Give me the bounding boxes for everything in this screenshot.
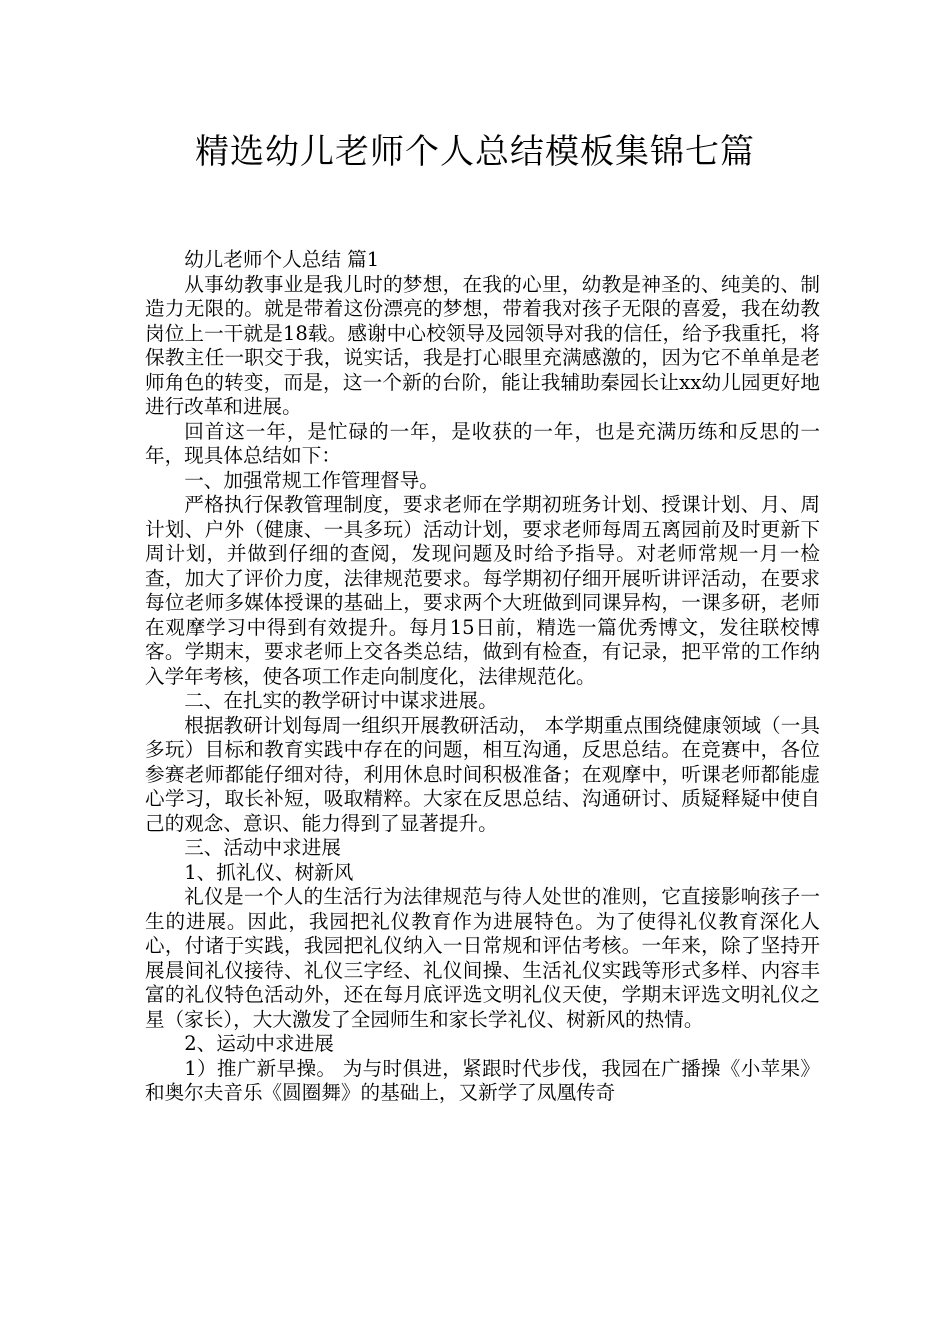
paragraph: 回首这一年，是忙碌的一年，是收获的一年，也是充满历练和反思的一年，现具体总结如下： [145, 419, 820, 467]
paragraph: 从事幼教事业是我儿时的梦想，在我的心里，幼教是神圣的、纯美的、制造力无限的。就是带着这份漂亮的梦想，带着我对孩子无限的喜爱，我在幼教岗位上一干就是18载。感谢中心校领导及园领导对我的信任，给予我重托，将保教主任一职交于我，说实话，我是打心眼里充满感激的，因为它不单单是老师角色的转变，而是，这一个新的台阶，能让我辅助秦园长让xx幼儿园更好地进行改革和进展。 [145, 272, 820, 418]
subheading: 三、活动中求进展 [184, 836, 341, 859]
paragraph: 1）推广新早操。 为与时俱进，紧跟时代步伐，我园在广播操《小苹果》和奥尔夫音乐《圆圈舞》的基础上，又新学了凤凰传奇 [145, 1056, 820, 1104]
paragraph: 礼仪是一个人的生活行为法律规范与待人处世的准则，它直接影响孩子一生的进展。因此，我园把礼仪教育作为进展特色。为了使得礼仪教育深化人心，付诸于实践，我园把礼仪纳入一日常规和评估考核。一年来，除了坚持开展晨间礼仪接待、礼仪三字经、礼仪间操、生活礼仪实践等形式多样、内容丰富的礼仪特色活动外，还在每月底评选文明礼仪天使，学期末评选文明礼仪之星（家长），大大激发了全园师生和家长学礼仪、树新风的热情。 [145, 885, 820, 1031]
paragraph: 根据教研计划每周一组织开展教研活动， 本学期重点围绕健康领域（一具多玩）目标和教育实践中存在的问题，相互沟通，反思总结。在竞赛中，各位参赛老师都能仔细对待，利用休息时间积极准备；在观摩中，听课老师都能虚心学习，取长补短，吸取精粹。大家在反思总结、沟通研讨、质疑释疑中使自己的观念、意识、能力得到了显著提升。 [145, 713, 820, 835]
document-body [145, 248, 820, 1106]
subheading: 一、加强常规工作管理督导。 [184, 468, 439, 492]
section-heading: 幼儿老师个人总结 篇1 [184, 248, 380, 271]
subheading: 2、运动中求进展 [184, 1032, 334, 1055]
subheading: 二、在扎实的教学研讨中谋求进展。 [184, 689, 498, 712]
paragraph: 严格执行保教管理制度，要求老师在学期初班务计划、授课计划、月、周计划、户外（健康、一具多玩）活动计划，要求老师每周五离园前及时更新下周计划，并做到仔细的查阅，发现问题及时给予指导。对老师常规一月一检查，加大了评价力度，法律规范要求。每学期初仔细开展听讲评活动，在要求每位老师多媒体授课的基础上，要求两个大班做到同课异构，一课多研，老师在观摩学习中得到有效提升。每月15日前，精选一篇优秀博文，发往联校博客。学期末，要求老师上交各类总结，做到有检查，有记录，把平常的工作纳入学年考核，使各项工作走向制度化，法律规范化。 [145, 493, 820, 688]
subheading: 1、抓礼仪、树新风 [184, 860, 354, 884]
document-title: 精选幼儿老师个人总结模板集锦七篇 [195, 132, 755, 172]
